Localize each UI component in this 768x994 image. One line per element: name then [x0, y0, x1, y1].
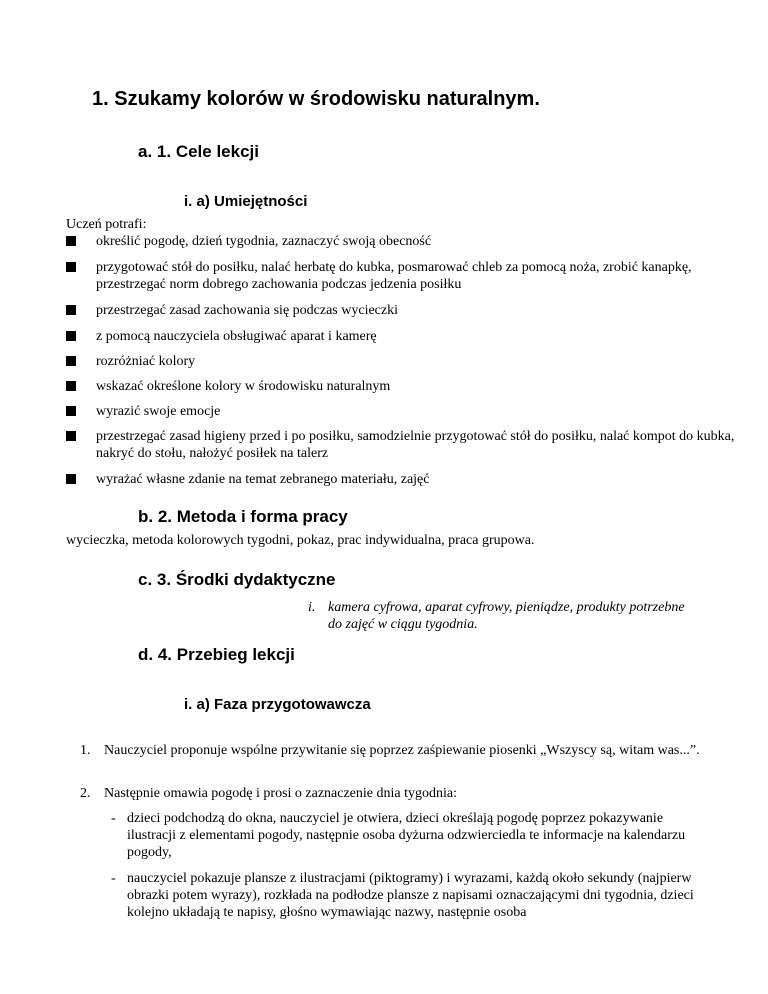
bullet-square-icon	[66, 331, 76, 341]
section-c-marker: c.	[138, 570, 153, 589]
step-item	[80, 742, 743, 759]
substep-text: dzieci podchodzą do okna, nauczyciel je otwiera, dzieci określają pogodę poprzez pokazywanie ilustracji z elementami pogody, następnie osoba dyżurna odzwierciedla te informacje na kalendarzu pogody,	[127, 811, 686, 860]
bullet-square-icon	[66, 356, 76, 366]
document-title: 1. Szukamy kolorów w środowisku naturalnym.	[92, 88, 540, 110]
substep-text: nauczyciel pokazuje plansze z ilustracjami (piktogramy) i wyrazami, każdą około sekundy (najpierw obrazki potem wyrazy), rozkłada na podłodze plansze z napisami oznaczającymi dni tygodnia, dzieci kolejno układają te napisy, głośno wymawiając nazwy, następnie osoba	[127, 871, 694, 920]
section-c-heading	[138, 570, 336, 590]
subsection-skills-heading	[184, 193, 307, 210]
section-b-title: 2. Metoda i forma pracy	[157, 507, 348, 526]
bullet-square-icon	[66, 381, 76, 391]
substep-item	[111, 870, 712, 921]
step-text: Następnie omawia pogodę i prosi o zaznaczenie dnia tygodnia:	[104, 786, 457, 801]
bullet-square-icon	[66, 236, 76, 246]
step-number: 2.	[80, 786, 91, 801]
skill-item: z pomocą nauczyciela obsługiwać aparat i kamerę	[96, 328, 736, 345]
bullet-square-icon	[66, 474, 76, 484]
substep-dash: -	[111, 871, 116, 886]
subsection-preparation-marker: i.	[184, 696, 193, 713]
step-item	[80, 785, 743, 802]
bullet-square-icon	[66, 406, 76, 416]
skill-item: wyrazić swoje emocje	[96, 403, 736, 420]
skill-item: wyrażać własne zdanie na temat zebranego materiału, zajęć	[96, 471, 736, 488]
section-b-heading	[138, 507, 348, 527]
skill-item: przestrzegać zasad zachowania się podczas wycieczki	[96, 302, 736, 319]
skill-item: określić pogodę, dzień tygodnia, zaznaczyć swoją obecność	[96, 233, 736, 250]
section-d-title: 4. Przebieg lekcji	[157, 645, 295, 664]
subsection-preparation-heading	[184, 696, 371, 713]
skill-item: wskazać określone kolory w środowisku naturalnym	[96, 378, 736, 395]
bullet-square-icon	[66, 262, 76, 272]
skill-item: przygotować stół do posiłku, nalać herbatę do kubka, posmarować chleb za pomocą noża, zrobić kanapkę, przestrzegać norm dobrego zachowania podczas jedzenia posiłku	[96, 259, 736, 293]
resources-text: kamera cyfrowa, aparat cyfrowy, pieniądze, produkty potrzebne do zajęć w ciągu tygodnia.	[328, 600, 685, 632]
section-b-marker: b.	[138, 507, 154, 526]
section-a-marker: a.	[138, 142, 153, 161]
bullet-square-icon	[66, 431, 76, 441]
resources-marker: i.	[308, 600, 316, 615]
step-text: Nauczyciel proponuje wspólne przywitanie się poprzez zaśpiewanie piosenki „Wszyscy są, witam was...”.	[104, 743, 700, 758]
bullet-square-icon	[66, 305, 76, 315]
subsection-skills-marker: i.	[184, 193, 193, 210]
skill-item: rozróżniać kolory	[96, 353, 736, 370]
step-number: 1.	[80, 743, 91, 758]
substep-item	[111, 810, 712, 861]
subsection-skills-title: a) Umiejętności	[196, 193, 308, 210]
method-text: wycieczka, metoda kolorowych tygodni, pokaz, prac indywidualna, praca grupowa.	[66, 533, 535, 548]
substep-dash: -	[111, 811, 116, 826]
section-c-title: 3. Środki dydaktyczne	[156, 570, 336, 589]
section-d-marker: d.	[138, 645, 154, 664]
subsection-preparation-title: a) Faza przygotowawcza	[196, 696, 371, 713]
section-a-heading	[138, 142, 259, 162]
skill-item: przestrzegać zasad higieny przed i po posiłku, samodzielnie przygotować stół do posiłku, nalać kompot do kubka, nakryć do stołu, nałożyć posiłek na talerz	[96, 428, 736, 462]
section-a-title: 1. Cele lekcji	[156, 142, 259, 161]
section-d-heading	[138, 645, 295, 665]
intro-text: Uczeń potrafi:	[66, 217, 147, 232]
